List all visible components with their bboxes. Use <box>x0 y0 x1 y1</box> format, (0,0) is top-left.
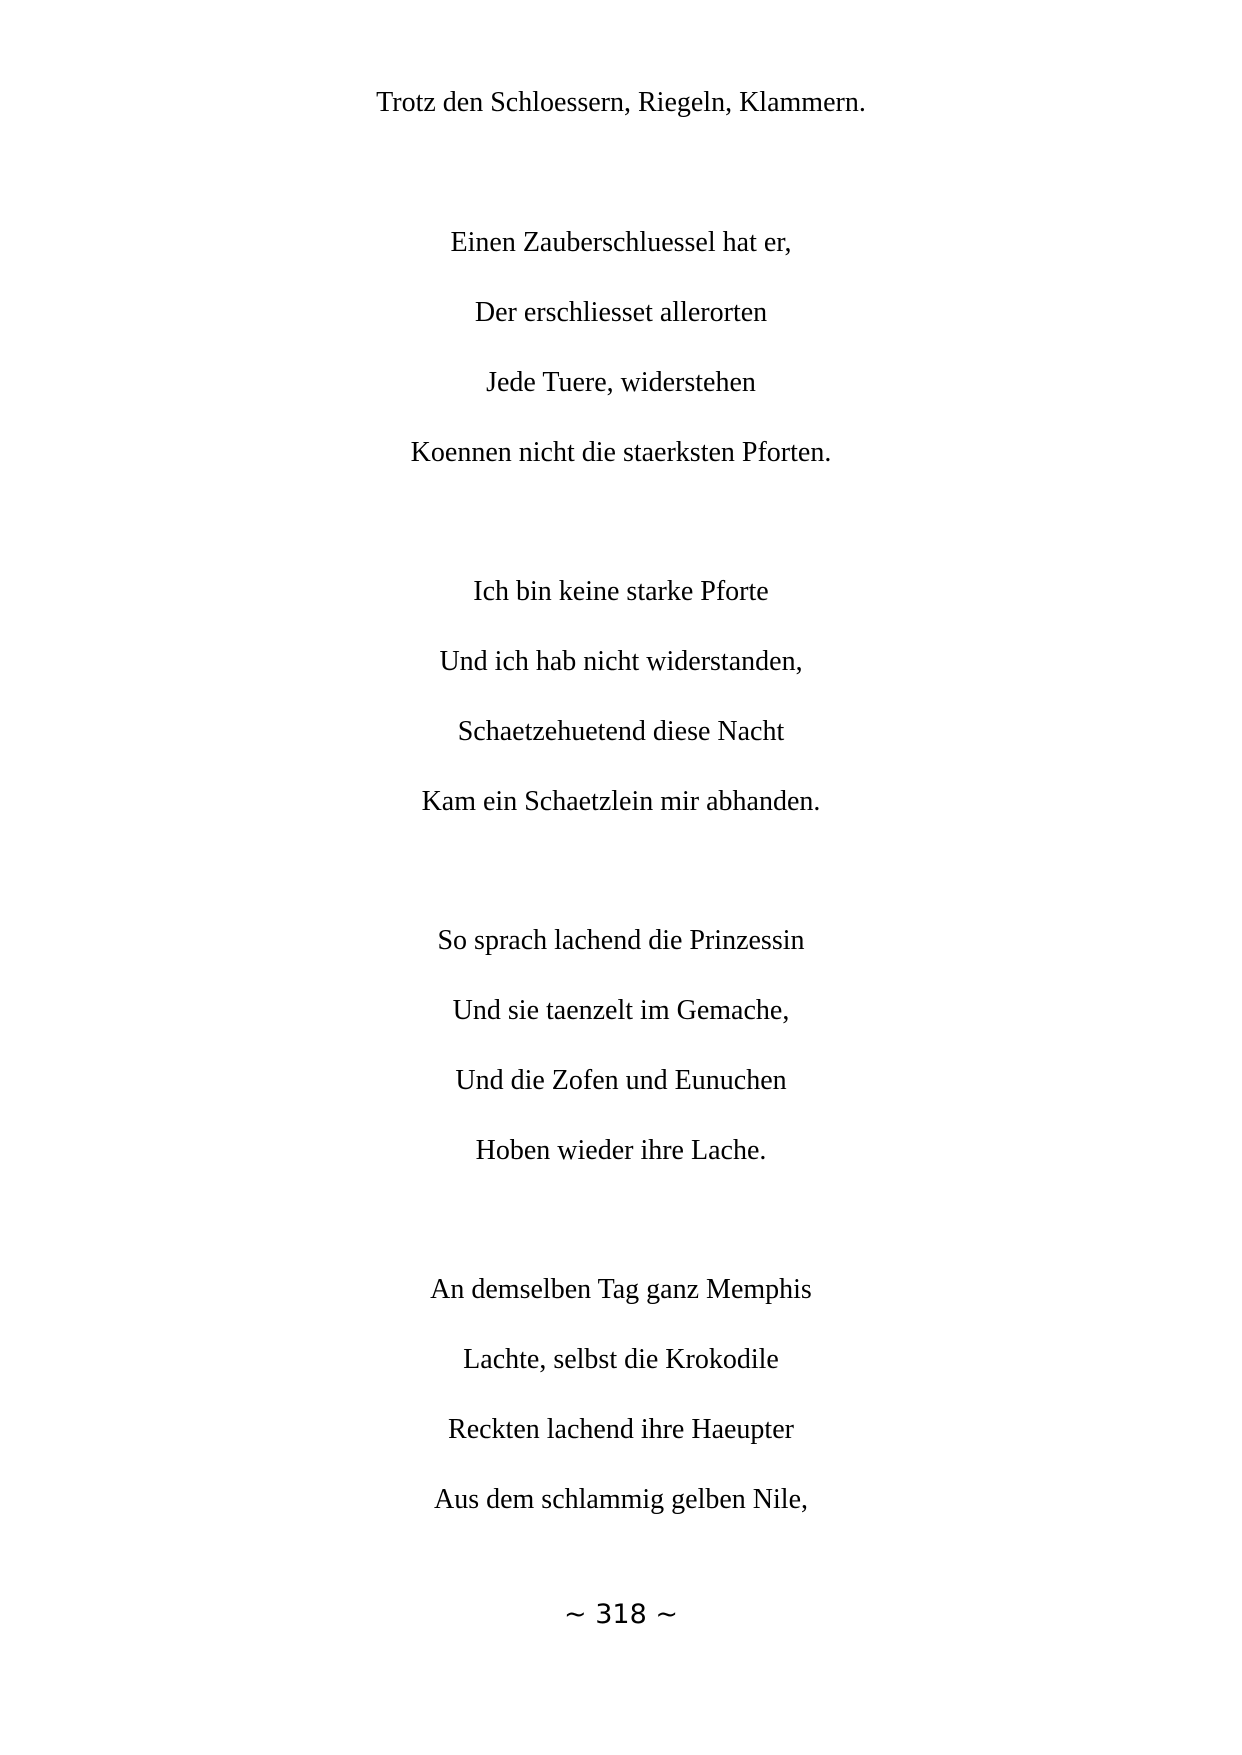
poem-line: Trotz den Schloessern, Riegeln, Klammern. <box>376 87 866 118</box>
poem-line: Jede Tuere, widerstehen <box>486 367 756 398</box>
poem-line: Lachte, selbst die Krokodile <box>463 1344 779 1375</box>
poem-line: Schaetzehuetend diese Nacht <box>457 716 785 747</box>
poem-line: Hoben wieder ihre Lache. <box>475 1135 767 1166</box>
poem-line: Kam ein Schaetzlein mir abhanden. <box>421 786 821 817</box>
poem-line: Reckten lachend ihre Haeupter <box>448 1414 794 1445</box>
poem-line: Und die Zofen und Eunuchen <box>455 1065 787 1096</box>
poem-line: So sprach lachend die Prinzessin <box>437 925 805 956</box>
poem-line: An demselben Tag ganz Memphis <box>430 1274 812 1305</box>
poem-line: Und sie taenzelt im Gemache, <box>452 995 790 1026</box>
poem-line: Ich bin keine starke Pforte <box>473 576 769 607</box>
poem-line: Koennen nicht die staerksten Pforten. <box>410 437 832 468</box>
poem-line: Einen Zauberschluessel hat er, <box>450 227 792 258</box>
page-number: ~ 318 ~ <box>564 1599 678 1630</box>
poem-line: Und ich hab nicht widerstanden, <box>439 646 803 677</box>
poem-line: Aus dem schlammig gelben Nile, <box>433 1484 809 1515</box>
poem-line: Der erschliesset allerorten <box>474 297 768 328</box>
